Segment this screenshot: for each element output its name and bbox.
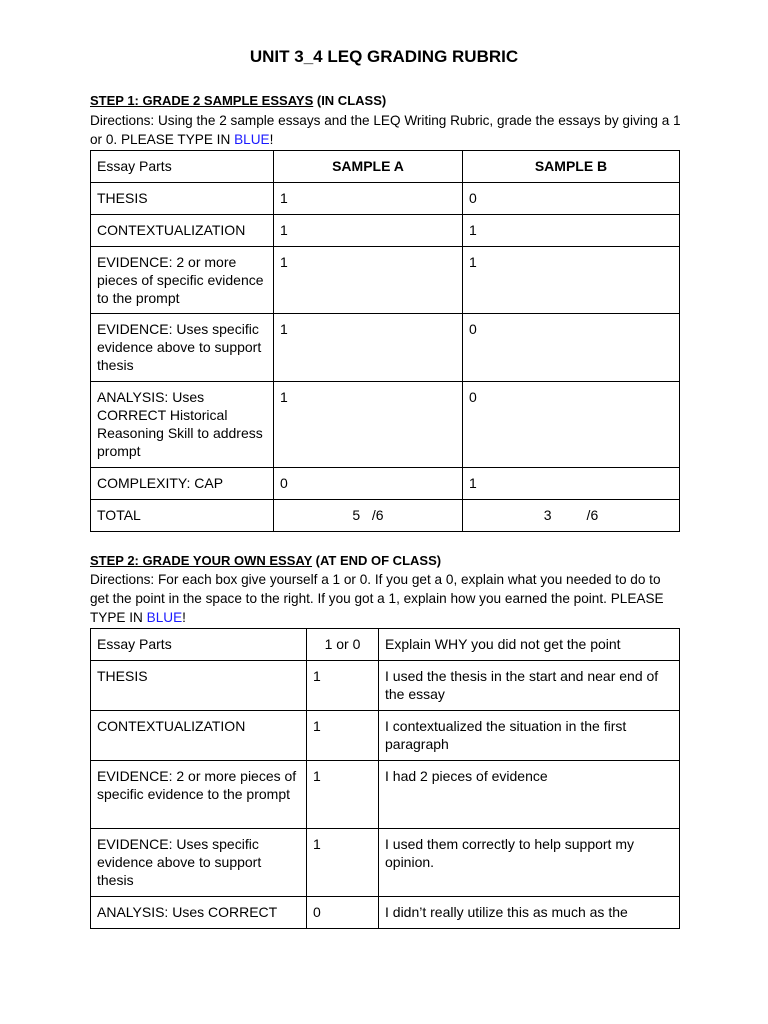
essay-part-cell: CONTEXTUALIZATION	[91, 215, 274, 247]
step1-directions-text: Directions: Using the 2 sample essays and the LEQ Writing Rubric, grade the essays by giving a 1 or 0. PLEASE TYPE IN	[90, 113, 681, 147]
essay-part-cell: THESIS	[91, 183, 274, 215]
step1-directions-blue: BLUE	[234, 132, 270, 147]
table-header-row	[91, 629, 680, 661]
essay-part-cell: CONTEXTUALIZATION	[91, 711, 307, 761]
table-row	[91, 897, 680, 929]
essay-part-cell: EVIDENCE: Uses specific evidence above to support thesis	[91, 829, 307, 897]
sample-essays-table	[90, 150, 680, 532]
sample-a-score[interactable]: 1	[274, 247, 463, 314]
score-cell[interactable]: 0	[307, 897, 379, 929]
essay-part-cell: EVIDENCE: Uses specific evidence above to support thesis	[91, 314, 274, 382]
header-essay-parts: Essay Parts	[91, 151, 274, 183]
essay-part-cell: THESIS	[91, 661, 307, 711]
step2-directions-text: Directions: For each box give yourself a 1 or 0. If you get a 0, explain what you needed to do to get the point in the space to the right. If you got a 1, explain how you earned the point. PLEASE TYPE IN	[90, 572, 664, 625]
explain-cell[interactable]: I contextualized the situation in the first paragraph	[379, 711, 680, 761]
step2-directions-end: !	[182, 610, 186, 625]
sample-b-score[interactable]: 1	[463, 247, 680, 314]
header-sample-a: SAMPLE A	[274, 151, 463, 183]
essay-part-cell: EVIDENCE: 2 or more pieces of specific evidence to the prompt	[91, 761, 307, 829]
explain-cell[interactable]: I used the thesis in the start and near end of the essay	[379, 661, 680, 711]
table-row	[91, 215, 680, 247]
header-sample-b: SAMPLE B	[463, 151, 680, 183]
total-sample-b-value: 3 /6	[543, 507, 599, 523]
table-row	[91, 183, 680, 215]
score-cell[interactable]: 1	[307, 761, 379, 829]
total-sample-a-value: 5 /6	[352, 507, 384, 523]
step2-heading-text: STEP 2: GRADE YOUR OWN ESSAY	[90, 553, 313, 568]
header-score: 1 or 0	[307, 629, 379, 661]
essay-part-cell: ANALYSIS: Uses CORRECT Historical Reasoning Skill to address prompt	[91, 382, 274, 468]
step1-directions-end: !	[269, 132, 274, 147]
step1-heading	[90, 93, 386, 108]
step2-heading-suffix: (AT END OF CLASS)	[315, 553, 442, 568]
step2-heading	[90, 553, 441, 568]
table-row	[91, 468, 680, 500]
sample-a-score[interactable]: 1	[274, 382, 463, 468]
table-row	[91, 247, 680, 314]
header-explain: Explain WHY you did not get the point	[379, 629, 680, 661]
sample-a-score[interactable]: 1	[274, 183, 463, 215]
sample-b-score[interactable]: 0	[463, 382, 680, 468]
step1-heading-text: STEP 1: GRADE 2 SAMPLE ESSAYS	[90, 93, 314, 108]
step2-directions-blue: BLUE	[146, 610, 183, 625]
sample-b-score[interactable]: 1	[463, 468, 680, 500]
step1-directions	[90, 111, 682, 149]
total-sample-b[interactable]	[463, 500, 680, 532]
step1-heading-suffix: (IN CLASS)	[316, 93, 387, 108]
sample-b-score[interactable]: 0	[463, 183, 680, 215]
score-cell[interactable]: 1	[307, 661, 379, 711]
table-header-row	[91, 151, 680, 183]
table-row	[91, 314, 680, 382]
total-sample-a[interactable]	[274, 500, 463, 532]
sample-b-score[interactable]: 1	[463, 215, 680, 247]
sample-a-score[interactable]: 0	[274, 468, 463, 500]
table-row	[91, 761, 680, 829]
total-label: TOTAL	[91, 500, 274, 532]
explain-cell[interactable]: I used them correctly to help support my opinion.	[379, 829, 680, 897]
table-row	[91, 711, 680, 761]
sample-a-score[interactable]: 1	[274, 314, 463, 382]
essay-part-cell: EVIDENCE: 2 or more pieces of specific evidence to the prompt	[91, 247, 274, 314]
table-row	[91, 661, 680, 711]
step2-directions	[90, 570, 682, 627]
table-row	[91, 829, 680, 897]
score-cell[interactable]: 1	[307, 711, 379, 761]
total-row	[91, 500, 680, 532]
sample-a-score[interactable]: 1	[274, 215, 463, 247]
sample-b-score[interactable]: 0	[463, 314, 680, 382]
header-essay-parts: Essay Parts	[91, 629, 307, 661]
table-row	[91, 382, 680, 468]
explain-cell[interactable]: I didn’t really utilize this as much as the	[379, 897, 680, 929]
explain-cell[interactable]: I had 2 pieces of evidence	[379, 761, 680, 829]
page-title: UNIT 3_4 LEQ GRADING RUBRIC	[249, 47, 519, 66]
score-cell[interactable]: 1	[307, 829, 379, 897]
essay-part-cell: COMPLEXITY: CAP	[91, 468, 274, 500]
own-essay-table	[90, 628, 680, 929]
essay-part-cell: ANALYSIS: Uses CORRECT	[91, 897, 307, 929]
